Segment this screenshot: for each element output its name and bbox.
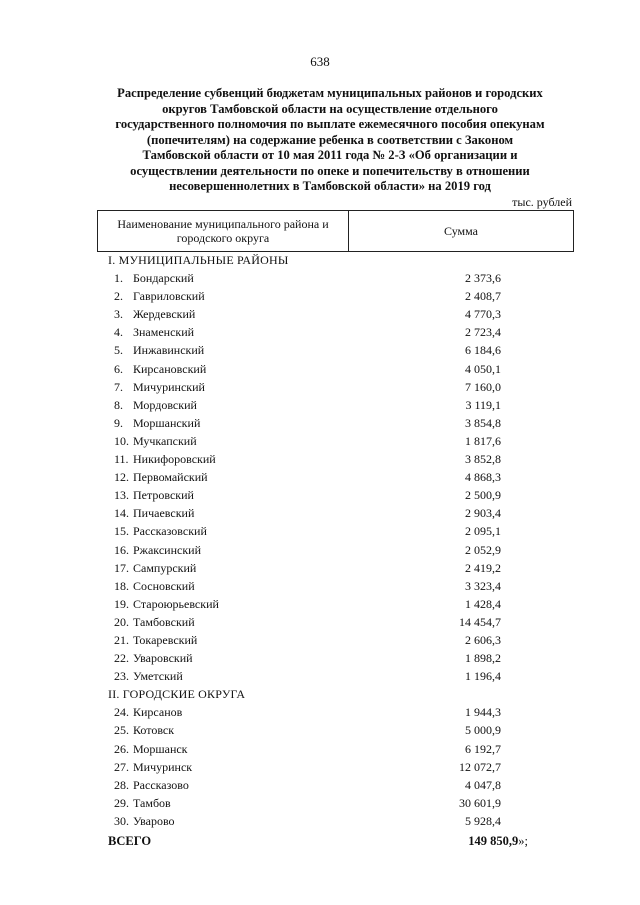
row-number: 9. [114,415,123,430]
row-number: 27. [114,759,129,774]
row-value: 2 419,2 [465,560,501,575]
row-name-cell [114,649,193,667]
row-value: 3 323,4 [465,578,501,593]
row-name-cell [114,522,207,540]
row-number: 21. [114,632,129,647]
row-name-cell [114,287,205,305]
row-number: 16. [114,542,129,557]
row-value: 2 723,4 [465,325,501,340]
table-row [0,522,640,540]
row-value: 6 184,6 [465,343,501,358]
section-title: II. ГОРОДСКИЕ ОКРУГА [108,687,246,702]
row-name-cell [114,468,208,486]
row-number: 26. [114,741,129,756]
row-name: Мучкапский [133,433,197,448]
row-value: 4 050,1 [465,361,501,376]
row-value: 2 095,1 [465,524,501,539]
title-line: Тамбовской области от 10 мая 2011 года № 2-З «Об организации и [142,148,518,162]
row-name: Жердевский [133,307,196,322]
table-row [0,721,640,739]
row-number: 8. [114,397,123,412]
row-name: Моршанский [133,415,201,430]
row-value: 6 192,7 [465,741,501,756]
table-row [0,703,640,721]
title-line: несовершеннолетних в Тамбовской области» на 2019 год [169,179,491,193]
total-row [0,830,640,852]
row-value: 5 928,4 [465,813,501,828]
row-name-cell [114,740,188,758]
row-name: Первомайский [133,470,208,485]
row-value: 1 944,3 [465,705,501,720]
row-name: Сосновский [133,578,195,593]
row-name: Рассказово [133,777,189,792]
row-number: 22. [114,651,129,666]
table-row [0,486,640,504]
row-number: 11. [114,452,129,467]
column-header-name: Наименование муниципального района и городского округа [98,211,349,251]
row-number: 19. [114,596,129,611]
row-name: Уметский [133,669,183,684]
row-number: 24. [114,705,129,720]
row-name-cell [114,541,201,559]
row-number: 20. [114,614,129,629]
table-row [0,323,640,341]
row-name-cell [114,378,205,396]
table-row [0,613,640,631]
table-row [0,287,640,305]
row-name-cell [114,323,194,341]
row-number: 2. [114,289,123,304]
row-name: Никифоровский [133,452,216,467]
row-name-cell [114,559,196,577]
table-row [0,468,640,486]
row-number: 18. [114,578,129,593]
row-number: 14. [114,506,129,521]
row-number: 4. [114,325,123,340]
row-value: 1 428,4 [465,596,501,611]
document-title [90,86,570,195]
table-row [0,396,640,414]
row-number: 30. [114,813,129,828]
row-name-cell [114,504,194,522]
row-value: 30 601,9 [459,795,501,810]
table-row [0,776,640,794]
row-value: 12 072,7 [459,759,501,774]
row-value: 4 047,8 [465,777,501,792]
row-name: Рассказовский [133,524,207,539]
row-name: Кирсанов [133,705,183,720]
row-value: 2 373,6 [465,271,501,286]
row-name: Петровский [133,488,194,503]
row-number: 28. [114,777,129,792]
row-name: Уваровский [133,651,193,666]
row-name: Тамбов [133,795,171,810]
row-number: 6. [114,361,123,376]
row-name: Бондарский [133,271,194,286]
title-line: осуществлении деятельности по опеке и попечительству в отношении [130,163,530,178]
total-value: 149 850,9 [468,834,519,848]
table-row [0,649,640,667]
row-name: Мичуринский [133,379,205,394]
table-row [0,378,640,396]
table-row [0,794,640,812]
row-value: 1 898,2 [465,651,501,666]
row-value: 3 119,1 [465,397,501,412]
row-value: 7 160,0 [465,379,501,394]
row-name-cell [114,812,175,830]
row-number: 12. [114,470,129,485]
row-name: Моршанск [133,741,188,756]
table-row [0,432,640,450]
row-value: 2 052,9 [465,542,501,557]
row-name-cell [114,341,204,359]
row-number: 7. [114,379,123,394]
table-row [0,758,640,776]
row-name: Кирсановский [133,361,207,376]
table-row [0,541,640,559]
row-value: 3 854,8 [465,415,501,430]
row-number: 23. [114,669,129,684]
row-value: 3 852,8 [465,452,501,467]
row-name-cell [114,703,182,721]
row-name: Мордовский [133,397,197,412]
row-name: Знаменский [133,325,195,340]
row-name-cell [114,305,195,323]
row-name: Котовск [133,723,175,738]
table-row [0,341,640,359]
table-row [0,450,640,468]
row-name: Уварово [133,813,175,828]
table-row [0,414,640,432]
row-value: 2 408,7 [465,289,501,304]
units-label: тыс. рублей [512,195,572,209]
table-row [0,559,640,577]
table-row [0,577,640,595]
row-number: 13. [114,488,129,503]
title-line: Распределение субвенций бюджетам муниципальных районов и городских [117,86,543,100]
row-name-cell [114,577,195,595]
title-line: (попечителям) на содержание ребенка в соответствии с Законом [146,132,514,147]
row-name-cell [114,486,194,504]
row-number: 15. [114,524,129,539]
row-name-cell [114,758,192,776]
row-value: 1 196,4 [465,669,501,684]
row-name: Пичаевский [133,506,195,521]
row-number: 10. [114,433,129,448]
row-name-cell [114,360,206,378]
row-number: 1. [114,271,123,286]
table-header [97,210,574,252]
row-value: 2 606,3 [465,632,501,647]
row-name-cell [114,613,195,631]
section-title: I. МУНИЦИПАЛЬНЫЕ РАЙОНЫ [108,253,289,267]
table-row [0,504,640,522]
row-name-cell [114,414,200,432]
section-heading [0,251,640,269]
row-name-cell [114,396,197,414]
row-name-cell [114,794,171,812]
row-name-cell [114,631,197,649]
row-number: 3. [114,307,123,322]
row-name: Мичуринск [133,759,193,774]
table-row [0,305,640,323]
row-name: Староюрьевский [133,596,219,611]
row-value: 1 817,6 [465,433,501,448]
row-name: Инжавинский [133,343,205,358]
table-row [0,595,640,613]
row-name-cell [114,667,183,685]
row-name: Токаревский [133,632,198,647]
row-name-cell [114,269,194,287]
row-name: Ржаксинский [133,542,201,557]
table-row [0,269,640,287]
row-name: Тамбовский [133,614,195,629]
title-line: округов Тамбовской области на осуществление отдельного [162,101,498,116]
row-name-cell [114,721,174,739]
row-name-cell [114,595,219,613]
row-value: 2 903,4 [465,506,501,521]
table-row [0,812,640,830]
table-row [0,740,640,758]
row-name-cell [114,450,216,468]
total-suffix: »; [518,834,528,848]
row-name-cell [114,432,197,450]
row-number: 5. [114,343,123,358]
row-name-cell [114,776,189,794]
column-header-sum: Сумма [444,223,478,238]
table-row [0,360,640,378]
table-row [0,631,640,649]
total-label: ВСЕГО [108,834,152,848]
row-number: 25. [114,723,129,738]
row-value: 5 000,9 [465,723,501,738]
row-number: 17. [114,560,129,575]
row-value: 2 500,9 [465,488,501,503]
section-heading [0,685,640,703]
row-value: 4 770,3 [465,307,501,322]
title-line: государственного полномочия по выплате ежемесячного пособия опекунам [115,117,545,131]
table-body [0,251,640,852]
page-number: 638 [310,54,330,69]
row-value: 14 454,7 [459,614,501,629]
row-value: 4 868,3 [465,470,501,485]
row-number: 29. [114,795,129,810]
total-value-cell [468,830,528,852]
row-name: Гавриловский [133,289,205,304]
row-name: Сампурский [133,560,197,575]
table-row [0,667,640,685]
